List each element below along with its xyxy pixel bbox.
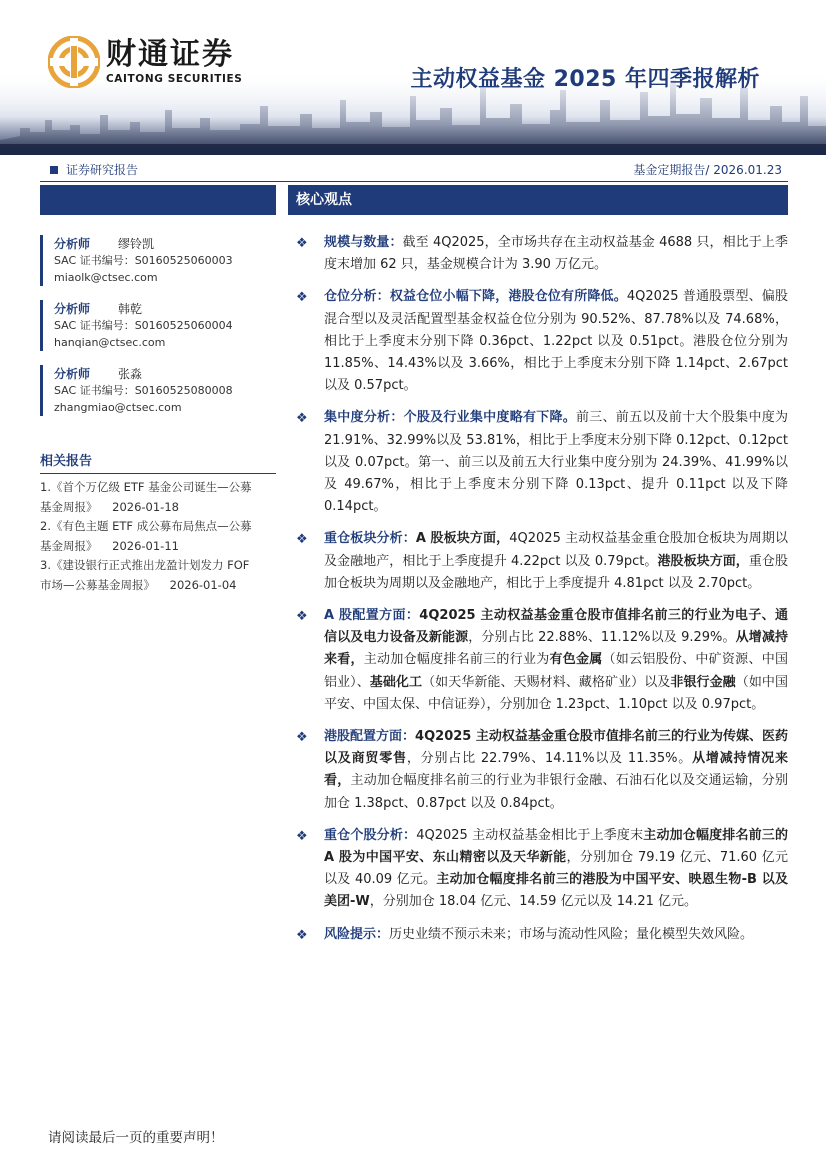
related-report-line: 1.《首个万亿级 ETF 基金公司诞生—公募: [40, 480, 252, 494]
viewpoint-stocks: [288, 825, 788, 914]
analyst-name: 韩乾: [118, 302, 143, 316]
related-report-line: 2.《有色主题 ETF 成公募布局焦点—公募: [40, 519, 252, 533]
analyst-name: 缪铃凯: [118, 237, 155, 251]
analyst-cert: SAC 证书编号：S0160525060004: [54, 319, 233, 332]
analyst-name: 张淼: [118, 367, 143, 381]
viewpoint-text: 历史业绩不预示未来；市场与流动性风险；量化模型失效风险。: [389, 926, 754, 942]
viewpoint-heading: 风险提示：: [324, 926, 390, 942]
viewpoint-scale: [288, 232, 788, 276]
viewpoint-emphasis: 4Q2025 主动权益基金重仓股市值排名前三的行业为传媒、医药以及商贸零售: [324, 729, 788, 767]
viewpoint-emphasis: A 股板块方面，: [415, 531, 510, 547]
analyst-cert: SAC 证书编号：S0160525080008: [54, 384, 233, 397]
related-reports-title: 相关报告: [40, 450, 276, 474]
diamond-bullet-icon: ❖: [296, 290, 308, 306]
diamond-bullet-icon: ❖: [296, 236, 308, 251]
diamond-bullet-icon: ❖: [296, 411, 308, 427]
sidebar: [40, 185, 276, 595]
related-report-item[interactable]: [40, 517, 276, 556]
analyst-role: 分析师: [54, 302, 91, 316]
viewpoint-a-share: [288, 605, 788, 716]
viewpoint-risk: [288, 924, 788, 946]
company-logo: [48, 36, 242, 88]
diamond-bullet-icon: ❖: [296, 609, 308, 625]
viewpoint-text: ，分别加仓 79.19 亿元、71.60 亿元以及 40.09 亿元。: [324, 850, 788, 888]
viewpoint-emphasis: 4Q2025 主动权益基金重仓股市值排名前三的行业为电子、通信以及电力设备及新能源: [324, 608, 788, 646]
analyst-card: [40, 365, 276, 416]
related-report-line: 基金周报》 2026-01-18: [40, 499, 179, 514]
viewpoint-heading: 仓位分析：权益仓位小幅下降，港股仓位有所降低。: [324, 289, 627, 305]
logo-emblem-icon: [48, 36, 100, 88]
viewpoint-text: 前三、前五以及前十大个股集中度为 21.91%、32.99%以及 53.81%，相比于上季度末分别下降 0.12pct、0.12pct 以及 0.07pct。第一、前三以及前五大行业集中度分别为 24.39%、41.99%以及 49.67%，相比于上季度末分别下降 0.13pct、提升 0.11pct 以及下降 0.14pct。: [324, 410, 788, 515]
diamond-bullet-icon: ❖: [296, 828, 308, 844]
viewpoint-emphasis: 从增减持来看，: [324, 630, 788, 668]
viewpoint-heading: 重仓板块分析：: [324, 531, 416, 547]
viewpoint-emphasis: 有色金属: [549, 652, 603, 668]
related-report-line: 市场—公募基金周报》 2026-01-04: [40, 577, 237, 592]
report-date-label: 基金定期报告/ 2026.01.23: [633, 163, 782, 177]
report-type-label: 证券研究报告: [66, 163, 139, 177]
related-report-item[interactable]: [40, 556, 276, 595]
viewpoint-heading: 重仓个股分析：: [324, 827, 417, 843]
analyst-email[interactable]: miaolk@ctsec.com: [54, 271, 158, 284]
viewpoint-heading: A 股配置方面：: [324, 608, 420, 624]
viewpoint-text: ，分别占比 22.79%、14.11%以及 11.35%。: [406, 751, 693, 767]
logo-english-name: CAITONG SECURITIES: [106, 73, 243, 85]
analyst-email[interactable]: hanqian@ctsec.com: [54, 336, 166, 349]
viewpoint-emphasis: 主动加仓幅度排名前三的港股为中国平安、映恩生物-B 以及美团-W: [324, 872, 788, 910]
viewpoint-position: [288, 286, 788, 397]
viewpoint-hk-share: [288, 726, 788, 815]
analyst-cert: SAC 证书编号：S0160525060003: [54, 254, 233, 267]
viewpoint-sector: [288, 528, 788, 595]
viewpoint-heading: 集中度分析：个股及行业集中度略有下降。: [324, 410, 577, 426]
viewpoint-emphasis: 从增减持情况来看，: [324, 751, 788, 789]
viewpoint-text: 4Q2025 主动权益基金相比于上季度末: [416, 827, 644, 843]
viewpoint-text: ，分别占比 22.88%、11.12%以及 9.29%。: [468, 630, 736, 646]
related-reports: [40, 450, 276, 595]
viewpoint-emphasis: 基础化工: [369, 674, 423, 690]
viewpoint-concentration: [288, 407, 788, 518]
viewpoint-emphasis: 港股板块方面，: [657, 553, 749, 569]
viewpoint-text: 4Q2025 普通股票型、偏股混合型以及灵活配置型基金权益仓位分别为 90.52%、87.78%以及 74.68%，相比于上季度末分别下降 0.36pct、1.22pct 以及 0.51pct。港股仓位分别为 11.85%、14.43%以及 3.66%，相比于上季度末分别下降 1.14pct、2.67pct 以及 0.57pct。: [324, 289, 788, 394]
core-viewpoints-title: 核心观点: [288, 185, 788, 215]
viewpoint-heading: 港股配置方面：: [324, 729, 416, 745]
footer-disclaimer: 请阅读最后一页的重要声明！: [48, 1130, 224, 1146]
report-header: [0, 0, 826, 155]
viewpoint-heading: 规模与数量：: [324, 235, 403, 250]
viewpoint-text: （如中国平安、中国太保、中信证券），分别加仓 1.23pct、1.10pct 以及 0.97pct。: [324, 674, 788, 712]
related-report-item[interactable]: [40, 478, 276, 517]
viewpoint-text: 4Q2025 主动权益基金重仓股加仓板块为周期以及金融地产，相比于上季度提升 4.22pct 以及 0.79pct。: [324, 531, 788, 569]
analyst-email[interactable]: zhangmiao@ctsec.com: [54, 401, 182, 414]
viewpoint-text: 主动加仓幅度排名前三的行业为: [363, 652, 550, 668]
related-report-line: 基金周报》 2026-01-11: [40, 538, 179, 553]
analyst-role: 分析师: [54, 367, 91, 381]
square-bullet-icon: [50, 166, 58, 174]
diamond-bullet-icon: ❖: [296, 730, 308, 746]
viewpoint-text: 截至 4Q2025，全市场共存在主动权益基金 4688 只，相比于上季度末增加 62 只，基金规模合计为 3.90 万亿元。: [324, 235, 788, 273]
core-viewpoints: [288, 185, 788, 946]
diamond-bullet-icon: ❖: [296, 532, 308, 548]
viewpoint-emphasis: 主动加仓幅度排名前三的 A 股为中国平安、东山精密以及天华新能: [324, 827, 788, 866]
analyst-card: [40, 300, 276, 351]
analyst-card: [40, 235, 276, 286]
report-subbar: [40, 156, 788, 182]
viewpoint-text: 重仓股加仓板块为周期以及金融地产，相比于上季度提升 4.81pct 以及 2.70pct。: [324, 553, 788, 591]
viewpoint-emphasis: 非银行金融: [670, 674, 736, 690]
viewpoint-text: ，分别加仓 18.04 亿元、14.59 亿元以及 14.21 亿元。: [369, 894, 698, 910]
viewpoint-text: 主动加仓幅度排名前三的行业为非银行金融、石油石化以及交通运输，分别加仓 1.38pct、0.87pct 以及 0.84pct。: [324, 773, 788, 811]
sidebar-header-bar: [40, 185, 276, 215]
viewpoint-text: （如云铝股份、中矿资源、中国铝业）、: [324, 652, 788, 690]
diamond-bullet-icon: ❖: [296, 927, 308, 943]
viewpoint-text: （如天华新能、天赐材料、藏格矿业）以及: [422, 674, 671, 690]
report-title: 主动权益基金 2025 年四季报解析: [410, 67, 760, 92]
logo-chinese-name: 财通证券: [106, 37, 234, 72]
analyst-role: 分析师: [54, 237, 91, 251]
related-report-line: 3.《建设银行正式推出龙盈计划发力 FOF: [40, 558, 250, 572]
